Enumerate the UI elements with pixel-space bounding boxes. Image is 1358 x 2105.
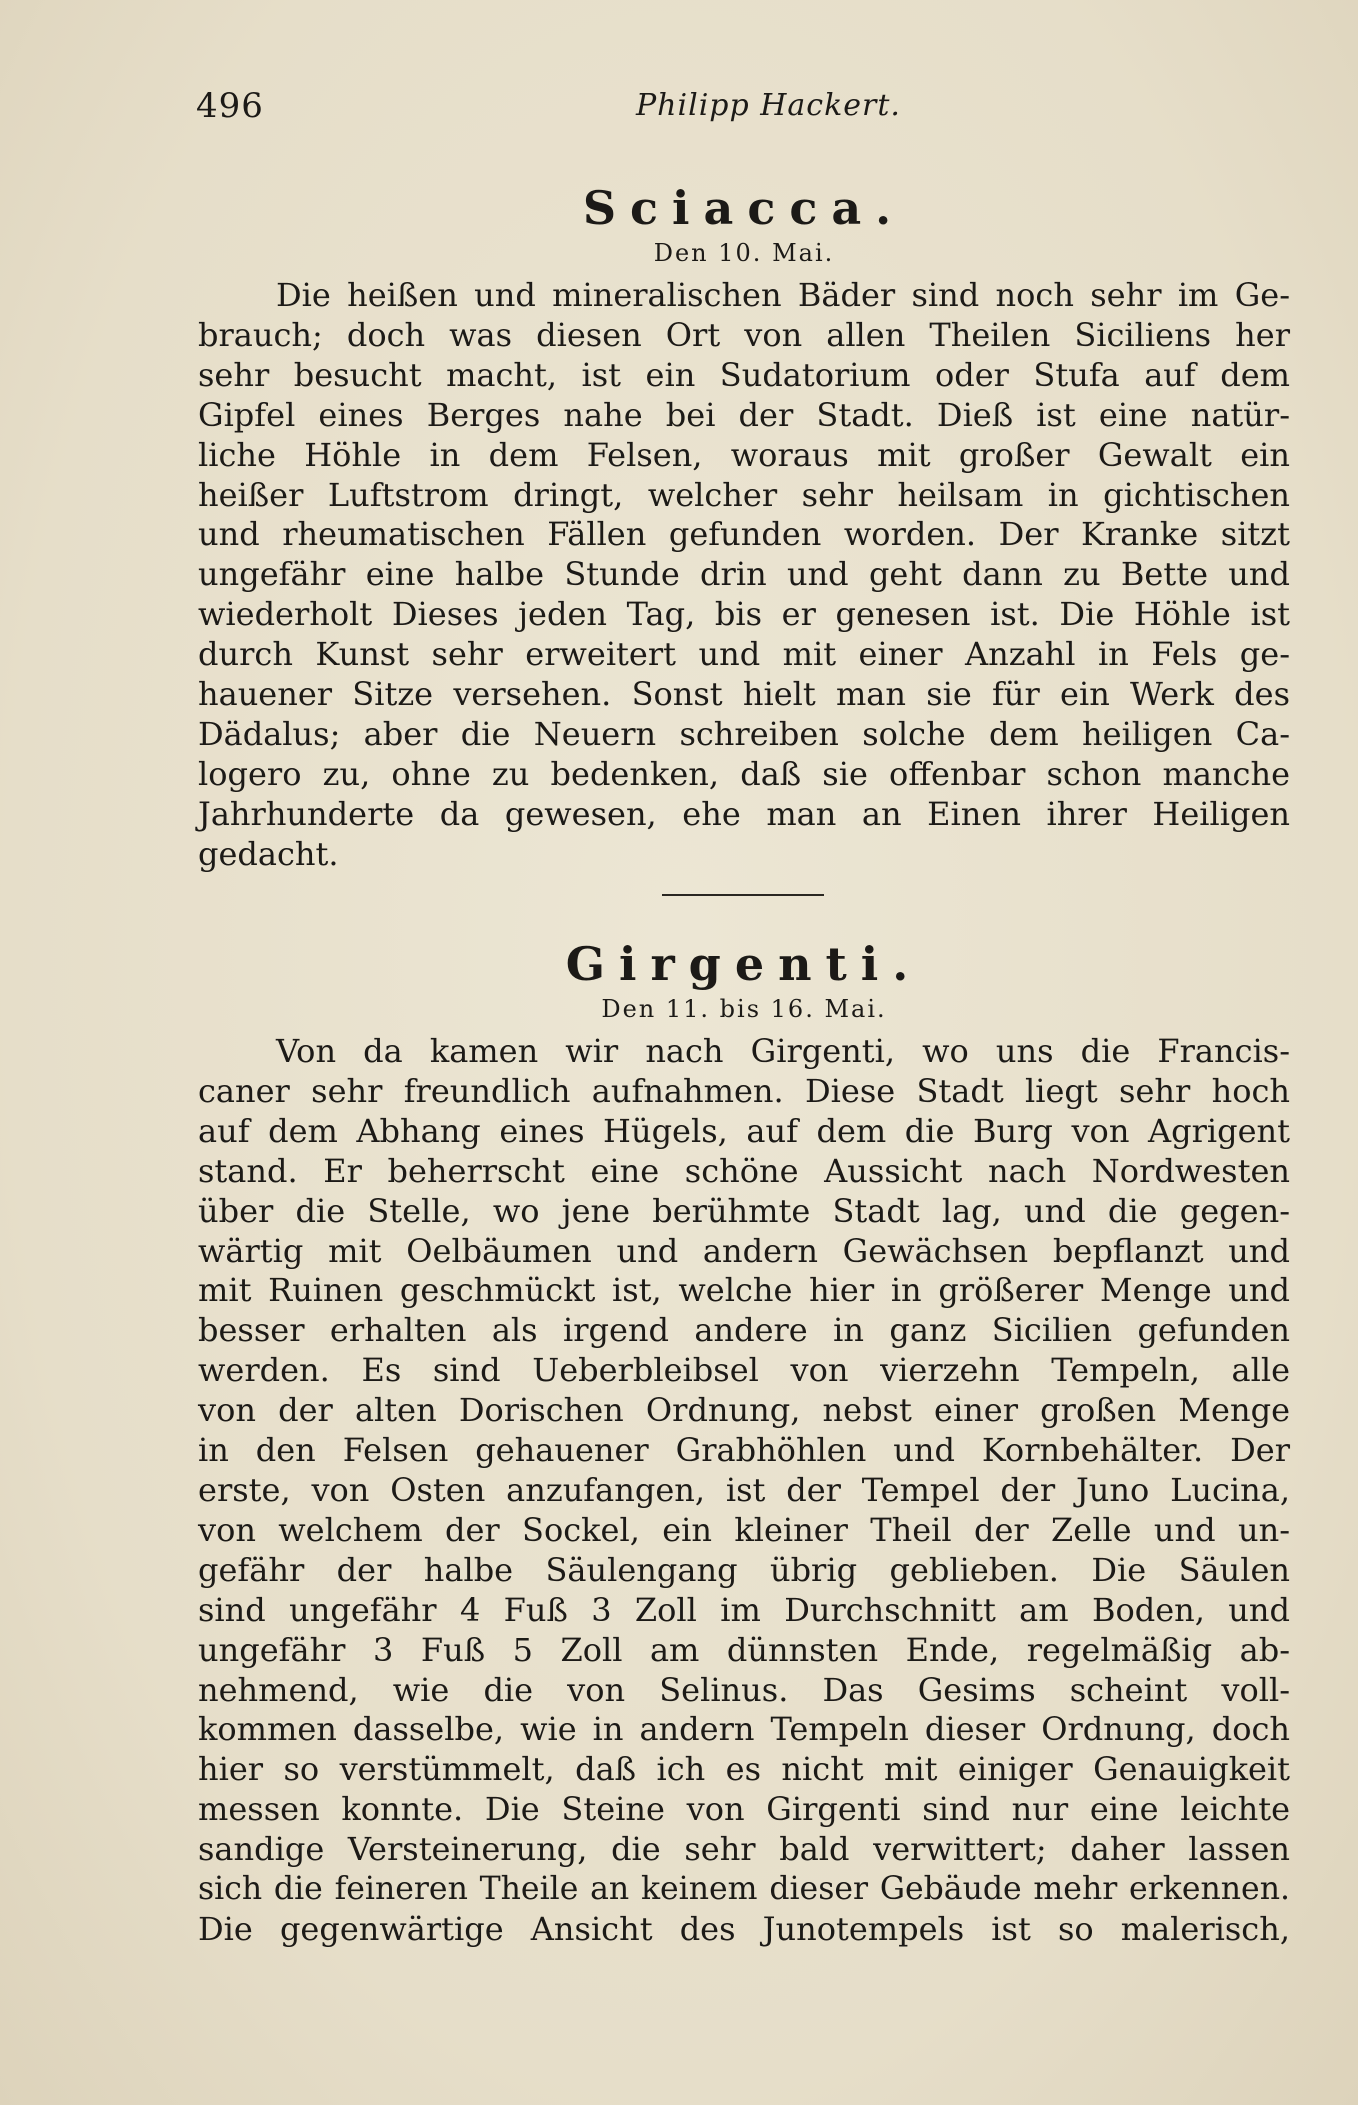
- text-line: wiederholt Dieses jeden Tag, bis er genesen ist. Die Höhle ist: [198, 595, 1290, 634]
- text-line: erste, von Osten anzufangen, ist der Tempel der Juno Lucina,: [198, 1470, 1290, 1509]
- text-line: sehr besucht macht, ist ein Sudatorium oder Stufa auf dem: [198, 355, 1290, 394]
- text-line: messen konnte. Die Steine von Girgenti sind nur eine leichte: [198, 1790, 1290, 1829]
- text-line: hier so verstümmelt, daß ich es nicht mit einiger Genauigkeit: [198, 1750, 1290, 1789]
- section-date: Den 11. bis 16. Mai.: [601, 995, 887, 1023]
- text-line: über die Stelle, wo jene berühmte Stadt lag, und die gegen-: [198, 1191, 1290, 1230]
- paragraph: [198, 276, 1290, 875]
- text-line: sind ungefähr 4 Fuß 3 Zoll im Durchschnitt am Boden, und: [198, 1590, 1290, 1629]
- text-line: gedacht.: [198, 834, 339, 873]
- text-line: liche Höhle in dem Felsen, woraus mit großer Gewalt ein: [198, 435, 1290, 474]
- running-head: Philipp Hackert.: [636, 88, 901, 123]
- page-number: 496: [196, 86, 264, 126]
- text-line: Dädalus; aber die Neuern schreiben solche dem heiligen Ca-: [198, 714, 1290, 753]
- text-line: auf dem Abhang eines Hügels, auf dem die Burg von Agrigent: [198, 1111, 1290, 1150]
- paragraph: [198, 1032, 1290, 1950]
- text-line: sich die feineren Theile an keinem dieser Gebäude mehr erkennen.: [198, 1871, 1290, 1908]
- text-line: hauener Sitze versehen. Sonst hielt man sie für ein Werk des: [198, 675, 1290, 714]
- text-line: wärtig mit Oelbäumen und andern Gewächsen bepflanzt und: [198, 1231, 1290, 1270]
- section-divider: [662, 894, 824, 896]
- text-line: durch Kunst sehr erweitert und mit einer Anzahl in Fels ge-: [198, 635, 1290, 674]
- text-line: werden. Es sind Ueberbleibsel von vierzehn Tempeln, alle: [198, 1351, 1290, 1390]
- text-line: logero zu, ohne zu bedenken, daß sie offenbar schon manche: [198, 754, 1290, 793]
- text-line: von der alten Dorischen Ordnung, nebst einer großen Menge: [198, 1391, 1290, 1430]
- text-line: Die gegenwärtige Ansicht des Junotempels ist so malerisch,: [198, 1909, 1290, 1948]
- text-line: ungefähr eine halbe Stunde drin und geht dann zu Bette und: [198, 555, 1290, 594]
- section-title: Sciacca.: [582, 181, 906, 235]
- text-line: Gipfel eines Berges nahe bei der Stadt. Dieß ist eine natür-: [198, 395, 1290, 434]
- text-line: ungefähr 3 Fuß 5 Zoll am dünnsten Ende, regelmäßig ab-: [198, 1630, 1290, 1669]
- section-sciacca: [198, 180, 1290, 875]
- section-title: Girgenti.: [565, 937, 923, 991]
- text-line: mit Ruinen geschmückt ist, welche hier in größerer Menge und: [198, 1271, 1290, 1310]
- text-line: sandige Versteinerung, die sehr bald verwittert; daher lassen: [198, 1830, 1290, 1869]
- text-line: caner sehr freundlich aufnahmen. Diese Stadt liegt sehr hoch: [198, 1071, 1290, 1110]
- text-line: Die heißen und mineralischen Bäder sind noch sehr im Ge-: [276, 276, 1290, 314]
- text-line: Jahrhunderte da gewesen, ehe man an Einen ihrer Heiligen: [198, 794, 1290, 833]
- text-line: stand. Er beherrscht eine schöne Aussicht nach Nordwesten: [198, 1151, 1290, 1190]
- section-girgenti: [198, 936, 1290, 1950]
- section-date: Den 10. Mai.: [653, 239, 835, 267]
- text-line: von welchem der Sockel, ein kleiner Theil der Zelle und un-: [198, 1510, 1290, 1549]
- text-line: und rheumatischen Fällen gefunden worden. Der Kranke sitzt: [198, 515, 1290, 554]
- text-line: brauch; doch was diesen Ort von allen Theilen Siciliens her: [198, 315, 1290, 354]
- text-line: nehmend, wie die von Selinus. Das Gesims scheint voll-: [198, 1670, 1290, 1709]
- text-line: in den Felsen gehauener Grabhöhlen und Kornbehälter. Der: [198, 1431, 1290, 1470]
- page-header: [196, 86, 1296, 136]
- text-line: besser erhalten als irgend andere in ganz Sicilien gefunden: [198, 1311, 1290, 1350]
- text-line: Von da kamen wir nach Girgenti, wo uns die Francis-: [276, 1032, 1290, 1070]
- text-line: kommen dasselbe, wie in andern Tempeln dieser Ordnung, doch: [198, 1710, 1290, 1749]
- text-line: heißer Luftstrom dringt, welcher sehr heilsam in gichtischen: [198, 475, 1290, 514]
- text-line: gefähr der halbe Säulengang übrig geblieben. Die Säulen: [198, 1550, 1290, 1589]
